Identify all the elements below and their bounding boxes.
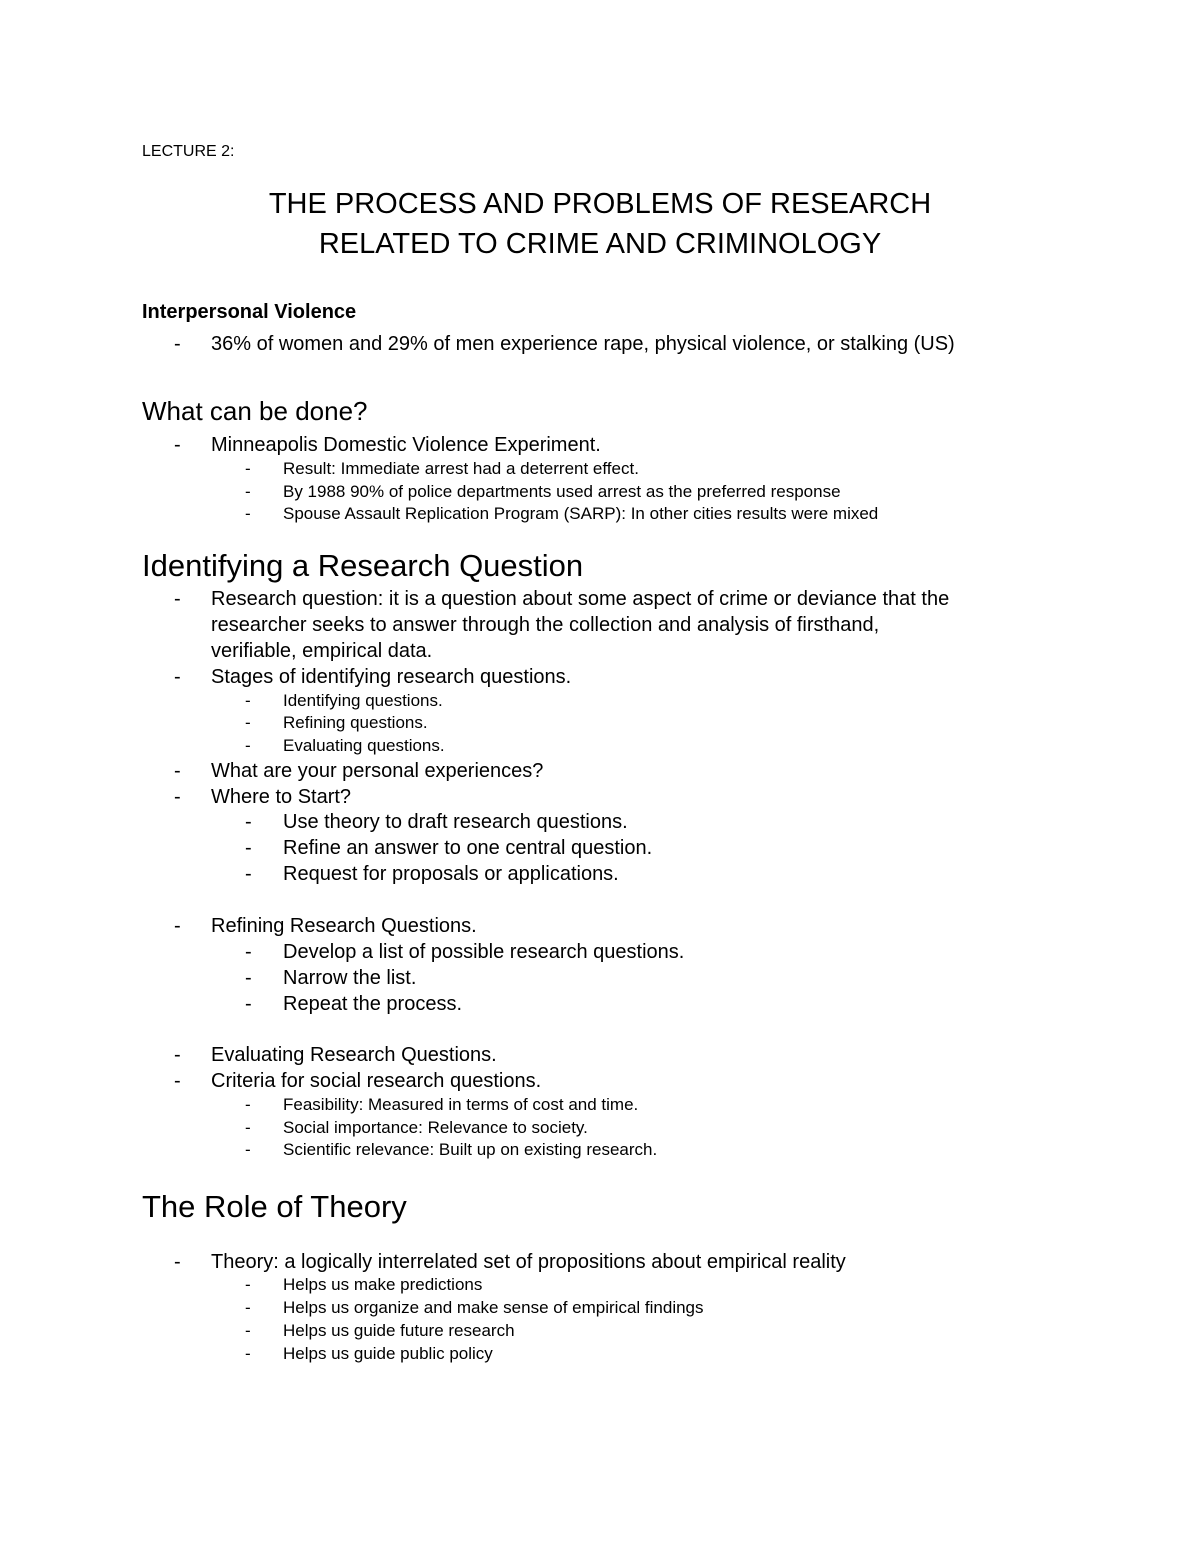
bullet-dash: - [174, 1251, 181, 1273]
bullet-dash: - [245, 1275, 251, 1294]
sub-list-item [0, 503, 1200, 529]
sub-list-item-text: Helps us make predictions [283, 1275, 483, 1294]
list-item [0, 664, 1200, 690]
sub-list-item-text: Develop a list of possible research questions. [283, 941, 685, 963]
list-item-text: What are your personal experiences? [211, 760, 544, 782]
bullet-dash: - [245, 1095, 251, 1114]
list-item [0, 1068, 1200, 1094]
sub-list-item [0, 991, 1200, 1017]
sub-list-item [0, 809, 1200, 835]
bullet-dash: - [245, 482, 251, 501]
sub-list-item-text: Use theory to draft research questions. [283, 811, 628, 833]
list-item-text: verifiable, empirical data. [211, 640, 433, 662]
list-item [0, 784, 1200, 810]
sub-list-item [0, 965, 1200, 991]
sub-list-item-text: Narrow the list. [283, 967, 417, 989]
bullet-dash: - [245, 863, 252, 885]
bullet-dash: - [174, 434, 181, 456]
document-title-line-2: RELATED TO CRIME AND CRIMINOLOGY [318, 228, 882, 260]
heading-role-of-theory: The Role of Theory [142, 1189, 407, 1224]
sub-list-item-text: Helps us organize and make sense of empirical findings [283, 1298, 704, 1317]
bullet-dash: - [245, 811, 252, 833]
heading-interpersonal-violence: Interpersonal Violence [142, 301, 357, 323]
lecture-label: LECTURE 2: [142, 143, 235, 160]
sub-list-item-text: Spouse Assault Replication Program (SARP): In other cities results were mixed [283, 504, 879, 523]
list-item-text: Refining Research Questions. [211, 915, 477, 937]
sub-list-item [0, 835, 1200, 861]
heading-what-can-be-done: What can be done? [142, 396, 368, 426]
sub-list-item-text: Social importance: Relevance to society. [283, 1118, 588, 1137]
sub-list-item-text: Feasibility: Measured in terms of cost and time. [283, 1095, 639, 1114]
sub-list-item-text: Helps us guide public policy [283, 1344, 493, 1363]
sub-list-item-text: Evaluating questions. [283, 736, 445, 755]
bullet-dash: - [245, 691, 251, 710]
list-item [0, 432, 1200, 458]
bullet-dash: - [245, 459, 251, 478]
bullet-dash: - [174, 666, 181, 688]
sub-list-item [0, 1139, 1200, 1165]
list-item-text: Research question: it is a question about some aspect of crime or deviance that the [211, 588, 950, 610]
bullet-dash: - [245, 837, 252, 859]
bullet-dash: - [174, 760, 181, 782]
bullet-dash: - [245, 1298, 251, 1317]
bullet-dash: - [174, 588, 181, 610]
list-item-continuation [0, 638, 1200, 664]
bullet-dash: - [245, 713, 251, 732]
sub-list-item [0, 939, 1200, 965]
list-item [0, 758, 1200, 784]
list-item [0, 331, 1200, 357]
sub-list-item-text: Repeat the process. [283, 993, 462, 1015]
bullet-dash: - [245, 1344, 251, 1363]
list-item-text: 36% of women and 29% of men experience rape, physical violence, or stalking (US) [211, 333, 955, 355]
bullet-dash: - [245, 1321, 251, 1340]
sub-list-item-text: Refine an answer to one central question. [283, 837, 653, 859]
bullet-dash: - [245, 504, 251, 523]
bullet-dash: - [245, 941, 252, 963]
list-item [0, 1249, 1200, 1275]
bullet-dash: - [245, 993, 252, 1015]
list-item [0, 913, 1200, 939]
sub-list-item [0, 1343, 1200, 1369]
document-title-line-1: THE PROCESS AND PROBLEMS OF RESEARCH [268, 188, 932, 220]
bullet-dash: - [245, 1140, 251, 1159]
bullet-dash: - [245, 1118, 251, 1137]
list-item-text: researcher seeks to answer through the collection and analysis of firsthand, [211, 614, 880, 636]
sub-list-item-text: Request for proposals or applications. [283, 863, 619, 885]
sub-list-item-text: Scientific relevance: Built up on existing research. [283, 1140, 658, 1159]
list-item-text: Criteria for social research questions. [211, 1070, 542, 1092]
bullet-dash: - [174, 1044, 181, 1066]
bullet-dash: - [174, 1070, 181, 1092]
list-item-text: Where to Start? [211, 786, 352, 808]
list-item-continuation [0, 612, 1200, 638]
sub-list-item-text: Helps us guide future research [283, 1321, 515, 1340]
bullet-dash: - [245, 736, 251, 755]
sub-list-item [0, 861, 1200, 887]
list-item-text: Evaluating Research Questions. [211, 1044, 497, 1066]
bullet-dash: - [174, 333, 181, 355]
bullet-dash: - [245, 967, 252, 989]
list-item-text: Stages of identifying research questions. [211, 666, 572, 688]
sub-list-item-text: By 1988 90% of police departments used arrest as the preferred response [283, 482, 841, 501]
list-item [0, 1042, 1200, 1068]
heading-identifying-research-question: Identifying a Research Question [142, 548, 584, 583]
list-item [0, 586, 1200, 612]
sub-list-item-text: Refining questions. [283, 713, 428, 732]
bullet-dash: - [174, 786, 181, 808]
sub-list-item-text: Identifying questions. [283, 691, 443, 710]
sub-list-item-text: Result: Immediate arrest had a deterrent effect. [283, 459, 639, 478]
list-item-text: Minneapolis Domestic Violence Experiment. [211, 434, 601, 456]
bullet-dash: - [174, 915, 181, 937]
list-item-text: Theory: a logically interrelated set of propositions about empirical reality [211, 1251, 846, 1273]
